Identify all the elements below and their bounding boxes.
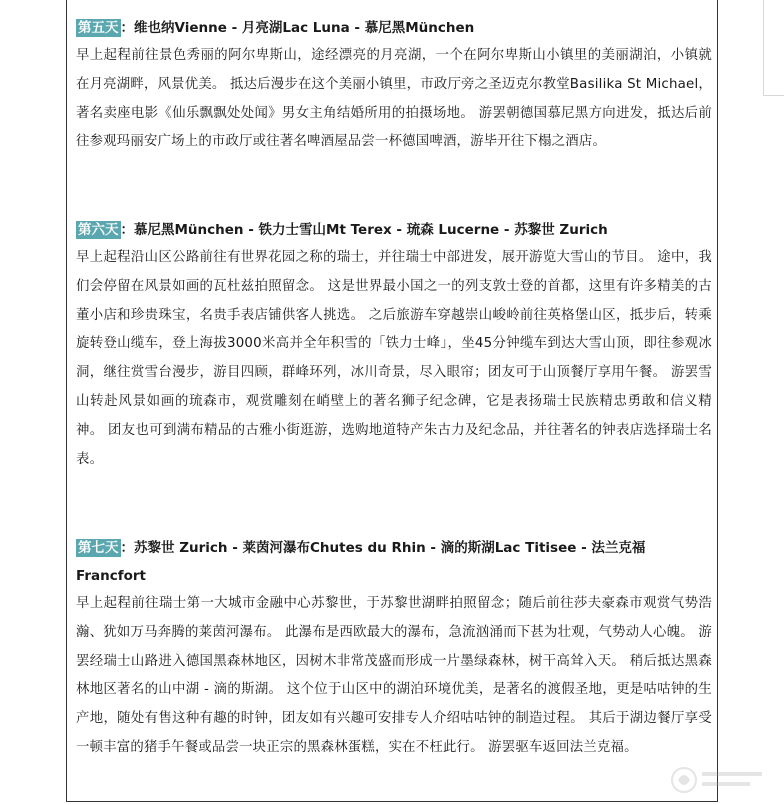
day-6-section — [76, 216, 712, 474]
day-5-section — [76, 14, 712, 157]
day-7-tag: 第七天 — [78, 540, 119, 556]
side-panel-edge — [763, 0, 784, 96]
day-5-body: 早上起程前往景色秀丽的阿尔卑斯山，途经漂亮的月亮湖，一个在阿尔卑斯山小镇里的美丽湖泊，小镇就在月亮湖畔，风景优美。 抵达后漫步在这个美丽小镇里，市政厅旁之圣迈克尔教堂Basilika St Michael，著名卖座电影《仙乐飘飘处处闻》男女主角结婚所用的拍摄场地。 游罢朝德国慕尼黑方向进发，抵达后前往参观玛丽安广场上的市政厅或往著名啤酒屋品尝一杯德国啤酒，游毕开往下榻之酒店。 — [76, 48, 712, 150]
day-7-body: 早上起程前往瑞士第一大城市金融中心苏黎世，于苏黎世湖畔拍照留念；随后前往莎夫豪森市观赏气势浩瀚、犹如万马奔腾的莱茵河瀑布。 此瀑布是西欧最大的瀑布，急流汹涌而下甚为壮观，气势动人心魄。 游罢经瑞士山路进入德国黑森林地区，因树木非常茂盛而形成一片墨绿森林，树干高耸入天。 稍后抵达黑森林地区著名的山中湖 - 滴的斯湖。 这个位于山区中的湖泊环境优美，是著名的渡假圣地，更是咕咕钟的生产地，随处有售这种有趣的时钟，团友如有兴趣可安排专人介绍咕咕钟的制造过程。 其后于湖边餐厅享受一顿丰富的猪手午餐或品尝一块正宗的黑森林蛋糕，实在不枉此行。 游罢驱车返回法兰克福。 — [76, 596, 712, 755]
watermark-logo-icon — [668, 760, 768, 800]
day-6-route: ：慕尼黑München - 铁力士雪山Mt Terex - 琉森 Lucerne - 苏黎世 Zurich — [120, 222, 608, 238]
day-5-tag: 第五天 — [78, 20, 119, 36]
day-5-route: ：维也纳Vienne - 月亮湖Lac Luna - 慕尼黑München — [120, 20, 475, 36]
day-7-section — [76, 534, 712, 763]
day-6-tag: 第六天 — [78, 222, 119, 238]
day-6-body: 早上起程沿山区公路前往有世界花园之称的瑞士，并往瑞士中部进发，展开游览大雪山的节目。 途中，我们会停留在风景如画的瓦杜兹拍照留念。 这是世界最小国之一的列支敦士登的首都，这里有许多精美的古董小店和珍贵珠宝，名贵手表店铺供客人挑选。 之后旅游车穿越崇山峻岭前往英格堡山区，抵步后，转乘旋转登山缆车，登上海拔3000米高并全年积雪的「铁力士峰」，坐45分钟缆车到达大雪山顶，即往参观冰 洞，继往赏雪台漫步，游目四顾，群峰环列，冰川奇景，尽入眼帘；团友可于山顶餐厅享用午餐。 游罢雪山转赴风景如画的琉森市，观赏雕刻在峭壁上的著名狮子纪念碑，它是表扬瑞士民族精忠勇敢和信义精神。 团友也可到满布精品的古雅小街逛游，选购地道特产朱古力及纪念品，并往著名的钟表店选择瑞士名表。 — [76, 250, 712, 467]
day-6-title — [76, 216, 712, 244]
day-5-title — [76, 14, 712, 42]
day-7-route: ：苏黎世 Zurich - 莱茵河瀑布Chutes du Rhin - 滴的斯湖Lac Titisee - 法兰克福Francfort — [76, 540, 646, 584]
day-7-title — [76, 534, 712, 590]
